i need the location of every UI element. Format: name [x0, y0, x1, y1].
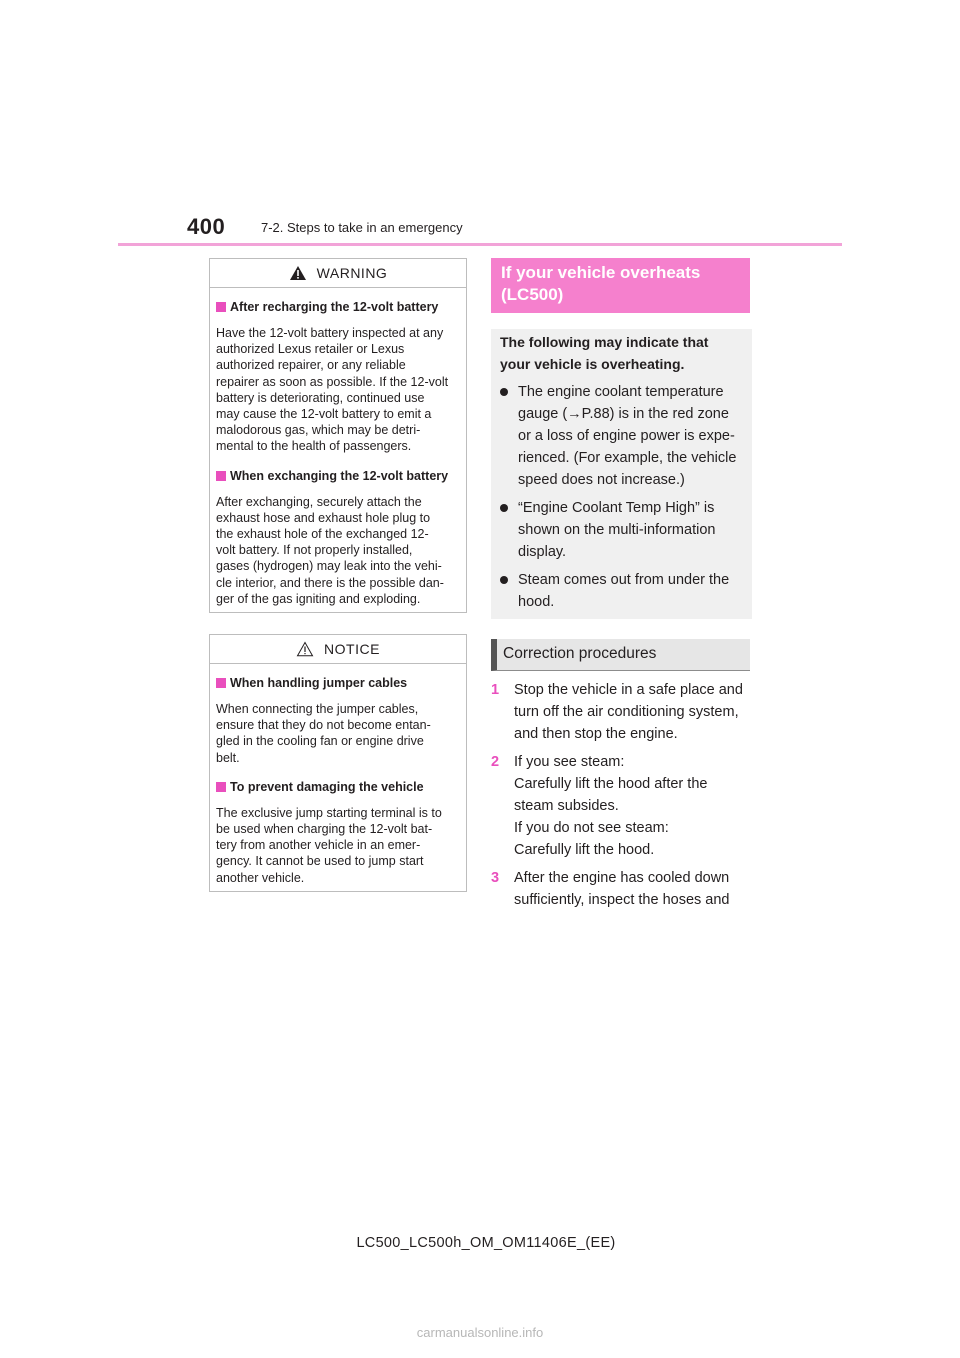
bullet-dot-icon: [500, 504, 508, 512]
text-line: turn off the air conditioning system,: [514, 704, 739, 720]
watermark: carmanualsonline.info: [416, 1325, 544, 1340]
text-line: rienced. (For example, the vehicle: [518, 450, 737, 466]
text-line: When connecting the jumper cables,: [216, 702, 419, 716]
text-line: Steam comes out from under the: [518, 572, 730, 588]
text-line: gency. It cannot be used to jump start: [216, 854, 424, 869]
warning-title: WARNING: [316, 265, 388, 281]
text-line: repairer as soon as possible. If the 12-volt: [216, 374, 449, 389]
bullet-dot-icon: [500, 388, 508, 396]
notice-header: [210, 635, 466, 664]
step-item: [491, 751, 753, 861]
notice-paragraph-1: [216, 701, 460, 766]
text-line: belt.: [216, 750, 240, 765]
panel-intro: [500, 331, 743, 375]
text-line: If you see steam:: [514, 754, 625, 770]
step-item: [491, 867, 753, 911]
text-line: After the engine has cooled down: [514, 870, 730, 886]
text-line: gled in the cooling fan or engine drive: [216, 734, 424, 749]
list-item: [500, 381, 743, 491]
warning-triangle-icon: [289, 265, 307, 281]
text-line: gases (hydrogen) may leak into the vehi-: [216, 559, 442, 574]
text-line: another vehicle.: [216, 870, 305, 885]
notice-heading-2-text: To prevent damaging the vehicle: [230, 779, 424, 794]
text-line: speed does not increase.): [518, 472, 685, 488]
warning-paragraph-2: [216, 494, 460, 607]
notice-title: NOTICE: [324, 641, 380, 657]
square-bullet-icon: [216, 302, 226, 312]
warning-heading-1: [216, 300, 460, 314]
text-line: The exclusive jump starting terminal is to: [216, 805, 442, 820]
warning-heading-1-text: After recharging the 12-volt battery: [230, 300, 439, 314]
text-line: hood.: [518, 594, 555, 610]
text-line: authorized repairer, or any reliable: [216, 358, 406, 373]
text-line: The engine coolant temperature: [518, 384, 724, 400]
list-item: [500, 497, 743, 563]
notice-heading-1: [216, 676, 460, 690]
text-line: cle interior, and there is the possible dan-: [216, 575, 444, 590]
overheat-signs-panel: [491, 329, 752, 619]
notice-heading-2: [216, 780, 460, 794]
text-line: may cause the 12-volt battery to emit a: [216, 407, 432, 422]
intro-line: The following may indicate that: [500, 334, 709, 350]
text-line: battery is deteriorating, continued use: [216, 390, 425, 405]
page-number: 400: [187, 214, 226, 239]
text-line: be used when charging the 12-volt bat-: [216, 822, 433, 837]
text-line: Carefully lift the hood.: [514, 842, 655, 858]
text-line: gauge (→P.88) is in the red zone: [518, 406, 729, 422]
banner-line: (LC500): [501, 285, 564, 304]
text-line: ger of the gas igniting and exploding.: [216, 591, 421, 606]
notice-triangle-icon: [296, 641, 314, 657]
text-line: volt battery. If not properly installed,: [216, 543, 413, 558]
bullet-dot-icon: [500, 576, 508, 584]
text-line: tery from another vehicle in an emer-: [216, 838, 421, 853]
text-line: display.: [518, 544, 567, 560]
text-line: and then stop the engine.: [514, 726, 678, 742]
warning-header: [210, 259, 466, 288]
header-rule: [118, 243, 842, 246]
step-item: [491, 679, 753, 745]
step-number: 2: [491, 754, 500, 770]
text-line: sufficiently, inspect the hoses and: [514, 892, 730, 908]
text-line: steam subsides.: [514, 798, 619, 814]
square-bullet-icon: [216, 782, 226, 792]
text-line: authorized Lexus retailer or Lexus: [216, 342, 405, 357]
section-title: 7-2. Steps to take in an emergency: [261, 220, 463, 235]
text-line: Stop the vehicle in a safe place and: [514, 682, 743, 698]
correction-steps: [491, 679, 753, 917]
text-line: ensure that they do not become entan-: [216, 718, 431, 733]
square-bullet-icon: [216, 471, 226, 481]
warning-heading-2-text: When exchanging the 12-volt battery: [230, 468, 449, 483]
overheat-banner: [491, 258, 750, 313]
warning-paragraph-1: [216, 325, 460, 455]
correction-procedures-heading: Correction procedures: [491, 639, 750, 671]
notice-box: [209, 634, 467, 892]
banner-line: If your vehicle overheats: [501, 263, 701, 282]
text-line: malodorous gas, which may be detri-: [216, 423, 421, 438]
step-number: 3: [491, 870, 500, 886]
warning-heading-2: [216, 469, 460, 483]
text-line: If you do not see steam:: [514, 820, 669, 836]
notice-paragraph-2: [216, 805, 460, 886]
square-bullet-icon: [216, 678, 226, 688]
step-number: 1: [491, 682, 500, 698]
text-line: “Engine Coolant Temp High” is: [518, 500, 715, 516]
warning-box: [209, 258, 467, 613]
text-line: or a loss of engine power is expe-: [518, 428, 735, 444]
document-code: LC500_LC500h_OM_OM11406E_(EE): [356, 1235, 616, 1251]
text-line: After exchanging, securely attach the: [216, 494, 422, 509]
text-line: exhaust hose and exhaust hole plug to: [216, 510, 431, 525]
text-line: mental to the health of passengers.: [216, 439, 412, 454]
text-line: Carefully lift the hood after the: [514, 776, 708, 792]
text-line: shown on the multi-information: [518, 522, 716, 538]
notice-heading-1-text: When handling jumper cables: [230, 676, 408, 690]
text-line: the exhaust hole of the exchanged 12-: [216, 527, 429, 542]
intro-line: your vehicle is overheating.: [500, 356, 685, 372]
list-item: [500, 569, 743, 613]
text-line: Have the 12-volt battery inspected at any: [216, 326, 444, 340]
